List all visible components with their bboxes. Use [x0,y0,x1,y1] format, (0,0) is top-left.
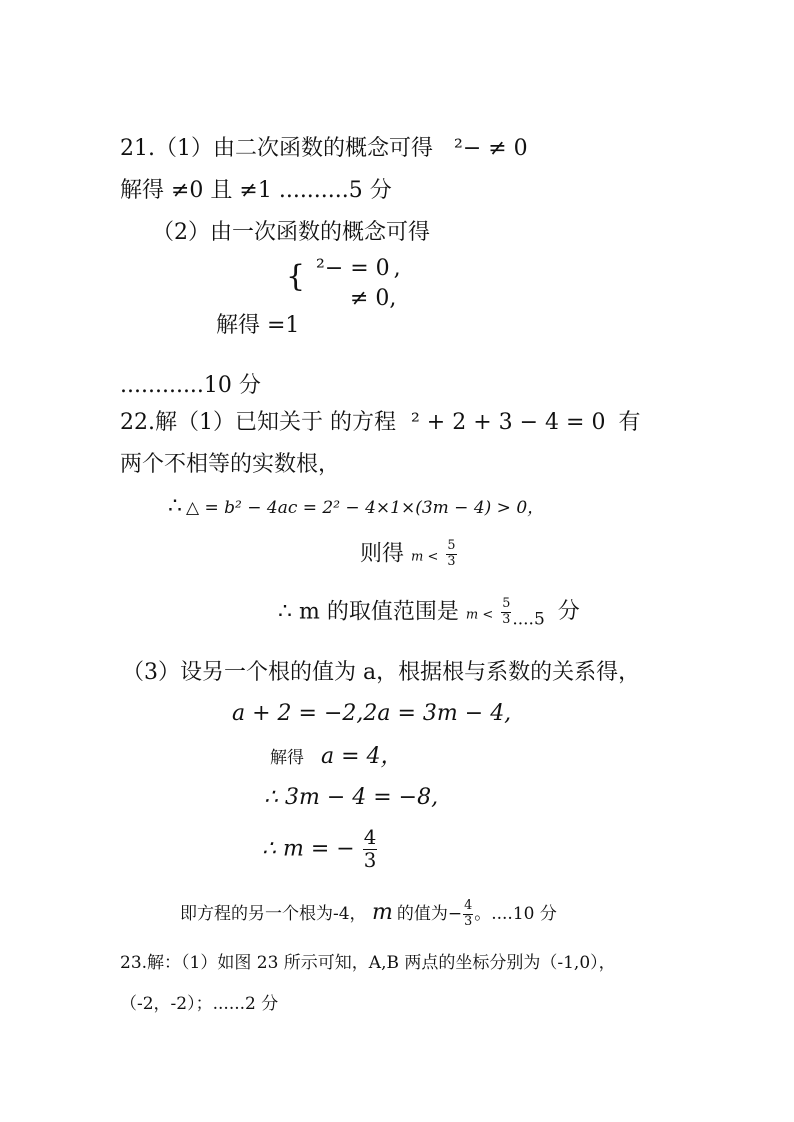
q22-solve-a-label: 解得 [270,748,304,768]
q21-solve-line: 解得 ≠0 且 ≠1 ..........5 分 [120,178,392,203]
q21-system-eq2: ≠ 0, [350,286,397,311]
q22-range-text: ∴ m 的取值范围是 [278,599,459,625]
q22-eq-line: a + 2 = −2,2a = 3m − 4, [232,701,512,726]
q22-range-fen: 分 [557,599,580,625]
q22-solve-a-expr: a = 4， [321,744,403,769]
q22-therefore2-frac-num: 4 [363,826,377,849]
q22-then-frac-num: 5 [447,538,456,553]
q21-part1-text: 21.（1）由二次函数的概念可得 [120,136,433,161]
q22-therefore2-fraction [363,828,378,871]
q22-conclusion-tail: 。....10 分 [474,903,557,924]
q22-conclusion-fraction [463,900,473,929]
q22-then-m: m < [411,549,439,565]
q21-system-comma: , [393,256,401,281]
q22-therefore2-frac-den: 3 [363,848,377,872]
q22-solve-a [270,746,403,768]
q22-therefore2 [262,828,378,871]
q22-conclusion [180,900,557,929]
q22-conclusion-text: 即方程的另一个根为-4， [180,903,367,924]
q22-line1-text: 22.解（1）已知关于 的方程 [120,410,396,435]
q22-then-text: 则得 [360,541,405,567]
q22-line1 [120,412,641,434]
q22-conclusion-m: m [371,899,393,925]
q22-range-m: m < [465,607,494,623]
q22-delta-expr: △ = b² − 4ac = 2² − 4×1×(3m − 4) > 0， [186,498,545,518]
q22-line1-tail: 有 [618,410,641,435]
q22-therefore1: ∴ 3m − 4 = −8, [264,785,439,810]
q22-range-score: ....5 [512,609,545,630]
q22-range-frac-num: 5 [502,596,511,611]
q23-line1: 23.解：（1）如图 23 所示可知，A,B 两点的坐标分别为（-1,0）， [120,953,616,973]
q22-therefore2-prefix: ∴ m = − [262,836,355,862]
q22-part3-text: （3）设另一个根的值为 a，根据根与系数的关系得， [122,660,641,685]
q21-system-eq1 [316,258,401,280]
q21-part1-math: ²− ≠ 0 [454,136,528,161]
q21-part2-text: （2）由一次函数的概念可得 [152,220,430,245]
q22-line1-math: ² + 2 + 3 − 4 = 0 [410,410,606,435]
q22-then-line [360,540,458,569]
q21-system-brace: { [286,259,306,294]
q21-part1 [120,138,528,160]
q22-then-fraction [446,540,456,569]
q22-conclusion-frac-num: 4 [464,898,473,913]
q22-then-frac-den: 3 [447,553,456,569]
q23-line2: （-2，-2）；......2 分 [120,994,279,1014]
q22-delta-prefix: ∴ [168,494,182,519]
q22-range-fraction [501,598,511,627]
q22-conclusion-frac-den: 3 [464,913,473,929]
q21-solve2: 解得 =1 [216,313,300,338]
q22-range-frac-den: 3 [502,611,511,627]
q22-delta-line [168,496,544,518]
q22-line2: 两个不相等的实数根， [120,452,341,477]
q21-score2: ............10 分 [120,373,261,398]
q22-range-line [278,598,580,628]
q21-system-eq1-text: ²− = 0 [316,256,390,281]
q22-conclusion-mid: 的值为− [396,903,463,924]
